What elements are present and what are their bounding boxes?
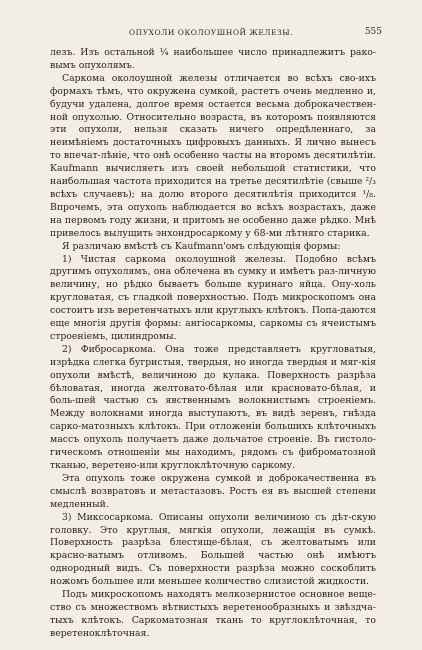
paragraph: 1) Чистая саркома околоушной железы. Подобно всѣмъ другимъ опухолямъ, она облечена въ сумку и имѣетъ раз-личную величину, но рѣдко бываетъ больше куринаго яйца. Опу-холь кругловатая, съ гладкой поверхностью. Подъ микроскопомъ она состоитъ изъ веретенчатыхъ или круглыхъ клѣтокъ. Попа-даются еще многія другія формы: ангіосаркомы, саркомы съ ячеистымъ строеніемъ, цилиндромы.: [50, 253, 376, 342]
paragraph: Саркома околоушной железы отличается во всѣхъ сво-ихъ формахъ тѣмъ, что окружена сумкой, растетъ очень медленно и, будучи удалена, долгое время остается весьма доброкачествен-ной опухолью. Относительно возраста, въ которомъ появляются эти опухоли, нельзя сказать ничего опредѣленнаго, за неимѣніемъ достаточныхъ цифровыхъ данныхъ. Я лично вынесъ то впечат-лѣніе, что онѣ особенно часты на второмъ десятилѣтіи. Kaufmann вычисляетъ изъ своей небольшой статистики, что наибольшая частота приходится на третье десятилѣтіе (свыше ²/₃ всѣхъ случаевъ); на долю второго десятилѣтія приходится ¹/₈. Впрочемъ, эта опухоль наблюдается во всѣхъ возрастахъ, даже на первомъ году жизни, и притомъ не особенно даже рѣдко. Мнѣ привелось вылущить энхондросаркому у 68-ми лѣтняго старика.: [50, 72, 376, 239]
page-number: 555: [364, 27, 382, 37]
paragraph: Я различаю вмѣстѣ съ Kaufmann'омъ слѣдующія формы:: [62, 240, 341, 252]
running-title: ОПУХОЛИ ОКОЛОУШНОЙ ЖЕЛЕЗЫ.: [129, 28, 293, 37]
paragraph: Подъ микроскопомъ находятъ мелкозернистое основное веще-ство съ множествомъ вѣтвистыхъ веретенообразныхъ и звѣздча-тыхъ клѣтокъ. Саркоматозная ткань то круглоклѣточная, то веретеноклѣточная.: [50, 589, 376, 639]
paragraph: 2) Фибросаркома. Она тоже представляетъ кругловатыя, изрѣдка слегка бугристыя, твердыя, но иногда твердыя и мяг-кія опухоли вмѣстѣ, величиною до кулака. Поверхность разрѣза бѣловатая, иногда желтовато-бѣлая или красновато-бѣлая, и боль-шей частью съ явственнымъ волокнистымъ строеніемъ. Между волокнами иногда выступаютъ, въ видѣ зеренъ, гнѣзда сарко-матозныхъ клѣтокъ. При отложеніи большихъ клѣточныхъ массъ опухоль получаетъ даже дольчатое строеніе. Въ гистоло-гическомъ отношеніи мы находимъ, рядомъ съ фиброматозной тканью, веретено-или круглоклѣточную саркому.: [50, 343, 376, 471]
page-header: [40, 28, 382, 40]
paragraph: лезъ. Изъ остальной ¼ наибольшее число принадлежитъ рако-вымъ опухолямъ.: [50, 47, 376, 71]
body-text: [50, 47, 376, 641]
paragraph: 3) Миксосаркома. Описаны опухоли величиною съ дѣт-скую головку. Это круглыя, мягкія опухоли, лежащія въ сумкѣ. Поверхность разрѣза блестяще-бѣлая, съ желтоватымъ или красно-ватымъ отливомъ. Большей частью онѣ имѣютъ однородный видъ. Съ поверхности разрѣза можно соскоблить ножомъ большее или меньшее количество слизистой жидкости.: [50, 511, 376, 588]
paragraph: Эта опухоль тоже окружена сумкой и доброкачественна въ смыслѣ возвратовъ и метастазовъ. Ростъ ея въ высшей степени медленный.: [50, 472, 376, 510]
